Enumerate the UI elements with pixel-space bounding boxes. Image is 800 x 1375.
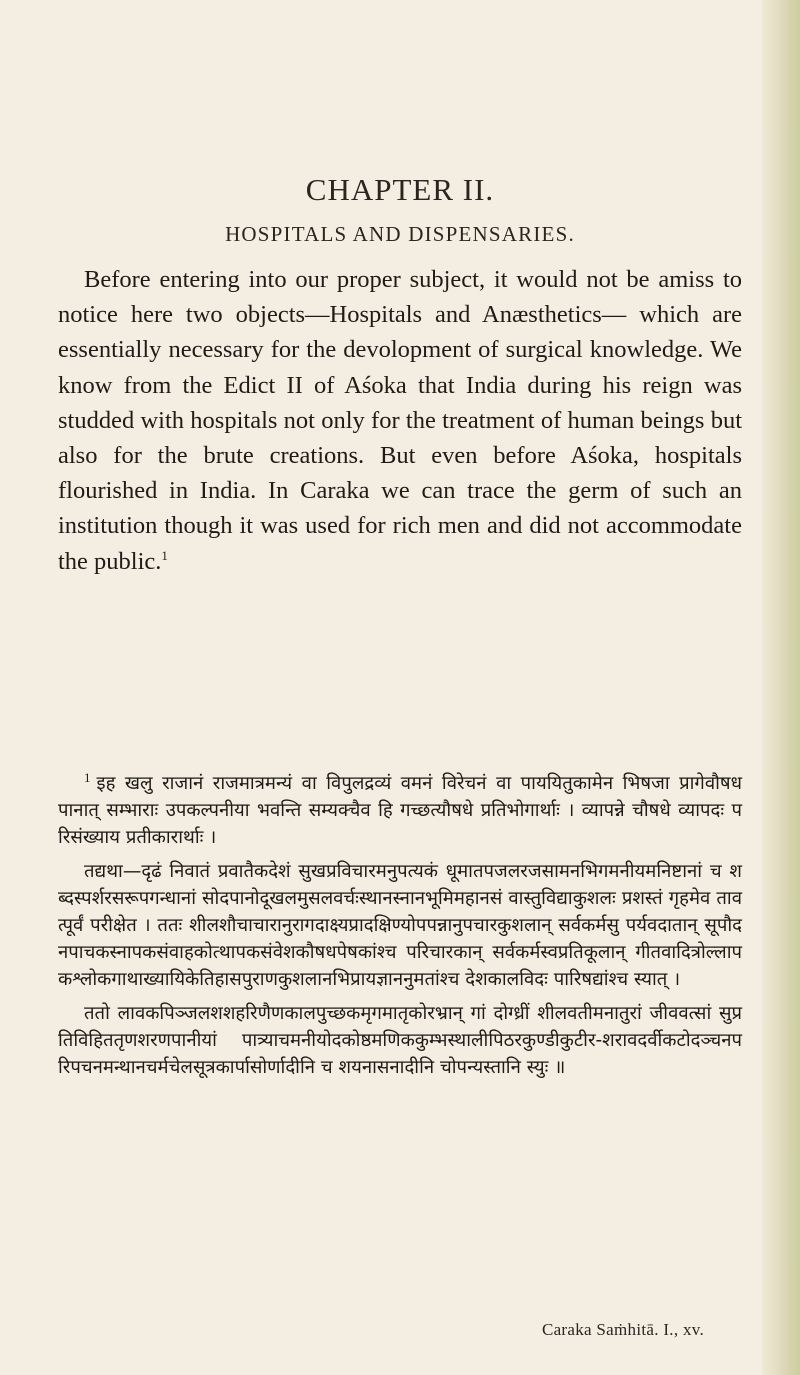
footnote bbox=[58, 770, 742, 1087]
footnote-marker: 1 bbox=[84, 769, 91, 785]
footnote-paragraph bbox=[58, 770, 742, 852]
footnote-paragraph: तद्यथा—दृढं निवातं प्रवातैकदेशं सुखप्रविचारमनुपत्यकं धूमातपजलरजसामनभिगमनीयमनिष्टानां च शब्दस्पर्शरसरूपगन्धानां सोदपानोदूखलमुसलवर्चःस्थानस्नानभूमिमहानसं वास्तुविद्याकुशलः प्रशस्तं गृहमेव तावत्पूर्वं परीक्षेत । ततः शीलशौचाचारानुरागदाक्ष्यप्रादक्षिण्योपपन्नानुपचारकुशलान् सर्वकर्मसु पर्यवदातान् सूपौदनपाचकस्नापकसंवाहकोत्थापकसंवेशकौषधपेषकांश्च परिचारकान् सर्वकर्मस्वप्रतिकूलान् गीतवादित्रोल्लापकश्लोकगाथाख्यायिकेतिहासपुराणकुशलानभिप्रायज्ञाननुमतांश्च देशकालविदः पारिषद्यांश्च स्यात् । bbox=[58, 860, 742, 991]
footnote-text: इह खलु राजानं राजमात्रमन्यं वा विपुलद्रव्यं वमनं विरेचनं वा पाययितुकामेन भिषजा प्रागेवौषधपानात् सम्भाराः उपकल्पनीया भवन्ति सम्यक्चैव हि गच्छत्यौषधे प्रतिभोगार्थाः । व्यापन्ने चौषधे व्यापदः परिसंख्याय प्रतीकारार्थाः । bbox=[58, 773, 742, 849]
chapter-heading: CHAPTER II. bbox=[305, 172, 495, 207]
footnote-paragraph: ततो लावकपिञ्जलशशहरिणैणकालपुच्छकमृगमातृकोरभ्रान् गां दोग्ध्रीं शीलवतीमनातुरां जीववत्सां सुप्रतिविहिततृणशरणपानीयां पात्र्याचमनीयोदकोष्ठमणिककुम्भस्थालीपिठरकुण्डीकुटीर-शरावदर्वीकटोदञ्चनपरिपचनमन्थानचर्मचेलसूत्रकार्पासोर्णादीनि च शयनासनादीनि चोपन्यस्तानि स्युः ॥ bbox=[58, 1002, 742, 1079]
chapter-title: HOSPITALS AND DISPENSARIES. bbox=[225, 222, 575, 246]
footnote-reference[interactable]: 1 bbox=[161, 547, 168, 563]
source-citation: Caraka Saṁhitā. I., xv. bbox=[541, 1320, 704, 1339]
body-paragraph-text: Before entering into our proper subject, it would not be amiss to notice here two objects—Hospitals and Anæsthetics— which are essentially necessary for the devolopment of surgical knowledge. We know from the Edict II of Aśoka that India during his reign was studded with hospitals not only for the treatment of human beings but also for the brute creations. But even before Aśoka, hospitals flourished in India. In Caraka we can trace the germ of such an institution though it was used for rich men and did not accommodate the public. bbox=[58, 266, 742, 575]
body-paragraph bbox=[58, 262, 742, 579]
